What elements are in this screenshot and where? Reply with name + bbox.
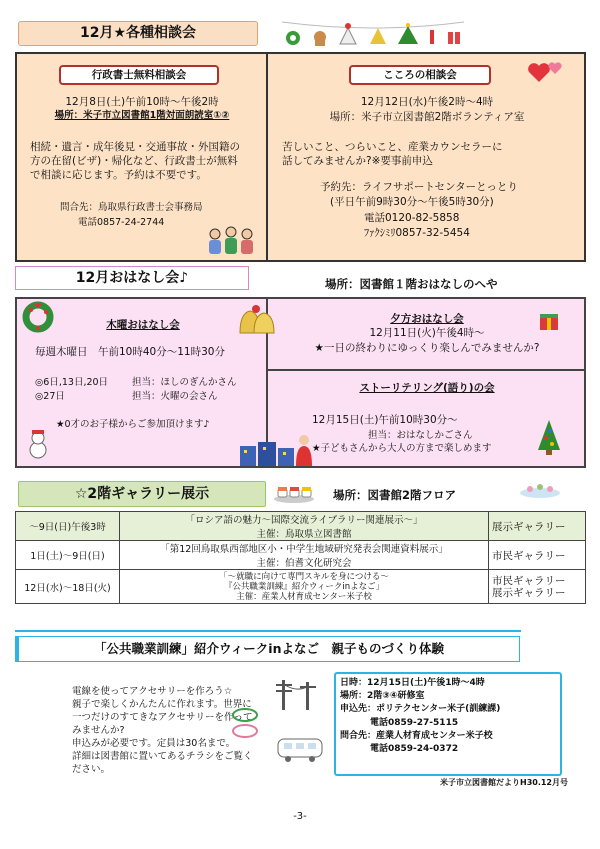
kokoro-body-line: 話してみませんか?※要事前申込 (282, 155, 433, 167)
craft-body-line: みませんか? (72, 725, 125, 736)
craft-frame-top (15, 630, 521, 632)
gallery-desc (120, 512, 489, 541)
wire-accessory-icon (228, 705, 262, 741)
gallery-venue: 展示ギャラリー (489, 512, 586, 541)
kokoro-body (282, 140, 582, 168)
gallery-desc-line: 「第12回鳥取県西部地区小・中学生地域研究発表会関連資料展示」 (160, 544, 448, 555)
story-staff: 担当：おはなしかごさん (368, 430, 473, 441)
craft-body-line: ださい。 (72, 764, 111, 775)
gallery-period: 1日(土)〜9日(日) (16, 541, 120, 570)
consult-divider (266, 52, 268, 262)
sushi-icon (272, 481, 316, 503)
hearts-icon (525, 60, 561, 84)
gallery-venue (489, 570, 586, 604)
ohanashi-horizontal-divider (266, 369, 586, 371)
craft-body-line: 親子で楽しくかんたんに作れます。世界に (72, 699, 252, 710)
train-icon (276, 735, 324, 763)
craft-body-line: 一つだけのすてきなアクセサリーを作って (72, 712, 253, 723)
thursday-note: ★0才のお子様からご参加頂けます♪ (56, 419, 210, 430)
gallery-desc-line: 『公共職業訓練』紹介ウィークinよなご」 (223, 581, 385, 592)
gallery-venue: 市民ギャラリー (489, 541, 586, 570)
craft-contact: 問合先：産業人材育成センター米子校 (340, 730, 493, 741)
gyosei-body-line: 方の在留(ビザ)・帰化など、行政書士が無料 (30, 155, 238, 167)
gallery-section-title: ☆2階ギャラリー展示 (18, 481, 266, 507)
gallery-period: 12日(水)〜18日(火) (16, 570, 120, 604)
craft-info (340, 677, 562, 756)
people-talking-icon (205, 224, 257, 256)
story-note: ★子どもさんから大人の方まで楽しめます (312, 443, 492, 454)
gyosei-contact-label: 問合先：鳥取県行政書士会事務局 (60, 202, 203, 213)
craft-place: 場所：2階③④研修室 (340, 691, 425, 702)
gallery-desc-line: 「〜就職に向けて専門スキルを身につける〜 (219, 571, 389, 582)
craft-date: 日時：12月15日(土)午後1時〜4時 (340, 678, 485, 688)
gyosei-date: 12月8日(土)午前10時〜午後2時 (65, 96, 219, 108)
kokoro-place: 場所：米子市立図書館2階ボランティア室 (329, 111, 525, 123)
santa-houses-icon (236, 432, 314, 468)
gallery-organizer: 主催：産業人材育成センター米子校 (236, 591, 372, 602)
story-heading: ストーリテリング(語り)の会 (359, 382, 495, 394)
thursday-staff-1: 担当：ほしのぎんかさん (132, 377, 237, 388)
table-row (16, 570, 586, 604)
craft-apply-tel: 電話0859-27-5115 (370, 717, 459, 728)
kokoro-fax: ﾌｧｸｼﾐﾘ0857-32-5454 (364, 227, 470, 239)
kokoro-hours: (平日午前9時30分〜午後5時30分) (330, 196, 494, 208)
kokoro-heading: こころの相談会 (349, 65, 491, 85)
kokoro-body-line: 苦しいこと、つらいこと、産業カウンセラーに (282, 141, 503, 153)
kokoro-reserve: 予約先：ライフサポートセンターとっとり (320, 181, 518, 193)
gallery-organizer: 主催：鳥取県立図書館 (256, 529, 352, 540)
gyosei-body (30, 140, 266, 182)
gallery-venue-line: 市民ギャラリー (492, 574, 566, 587)
page-number: -3- (293, 811, 307, 822)
craft-section-title: 「公共職業訓練」紹介ウィークinよなご 親子ものづくり体験 (15, 636, 520, 662)
ohanashi-place: 場所：図書館１階おはなしのへや (325, 277, 498, 291)
table-row (16, 541, 586, 570)
kokoro-date: 12月12日(水)午後2時〜4時 (360, 96, 494, 108)
gyosei-body-line: で相談に応じます。予約は不要です。 (30, 169, 207, 181)
gallery-desc (120, 570, 489, 604)
christmas-tree-icon (536, 418, 562, 456)
craft-body-line: 電線を使ってアクセサリーを作ろう☆ (72, 686, 233, 697)
gyosei-heading: 行政書士無料相談会 (59, 65, 219, 85)
consult-section-title: 12月★各種相談会 (18, 21, 258, 46)
evening-heading: 夕方おはなし会 (390, 313, 464, 325)
story-date: 12月15日(土)午前10時30分〜 (312, 414, 458, 426)
evening-date: 12月11日(火)午後4時〜 (369, 327, 485, 339)
gallery-desc (120, 541, 489, 570)
gallery-period: 〜9日(日)午後3時 (16, 512, 120, 541)
gyosei-contact-tel: 電話0857-24-2744 (78, 217, 165, 228)
gallery-place: 場所：図書館2階フロア (333, 488, 457, 502)
evening-note: ★一日の終わりにゆっくり楽しんでみませんか? (314, 342, 540, 354)
issue-note: 米子市立図書館だよりH30.12月号 (440, 778, 568, 787)
snowman-icon (26, 428, 50, 460)
thursday-heading: 木曜おはなし会 (106, 319, 180, 331)
utility-pole-icon (272, 678, 322, 712)
gyosei-place: 場所：米子市立図書館1階対面朗読室①② (54, 110, 230, 121)
craft-body-line: 詳細は図書館に置いてあるチラシをご覧く (72, 751, 253, 762)
gallery-desc-line: 「ロシア語の魅力〜国際交流ライブラリー関連展示〜」 (185, 515, 423, 526)
thursday-dates-2: ◎27日 (35, 391, 65, 402)
table-row (16, 512, 586, 541)
gyosei-body-line: 相続・遺言・成年後見・交通事故・外国籍の (30, 141, 240, 153)
gallery-organizer: 主催：伯耆文化研究会 (256, 558, 352, 569)
cherry-blossom-icon (518, 481, 562, 499)
christmas-garland-icon (278, 16, 468, 46)
gallery-venue-line: 展示ギャラリー (492, 586, 566, 599)
thursday-schedule: 毎週木曜日 午前10時40分〜11時30分 (35, 346, 225, 358)
thursday-dates-1: ◎6日,13日,20日 (35, 377, 109, 388)
craft-apply: 申込先：ポリテクセンター米子(訓練課) (340, 704, 501, 715)
kokoro-tel: 電話0120-82-5858 (364, 212, 460, 224)
ohanashi-section-title: 12月おはなし会♪ (15, 266, 249, 290)
craft-contact-tel: 電話0859-24-0372 (370, 744, 459, 755)
thursday-staff-2: 担当：火曜の会さん (132, 391, 218, 402)
craft-body-line: 申込みが必要です。定員は30名まで。 (72, 738, 236, 749)
gallery-table (15, 511, 586, 604)
